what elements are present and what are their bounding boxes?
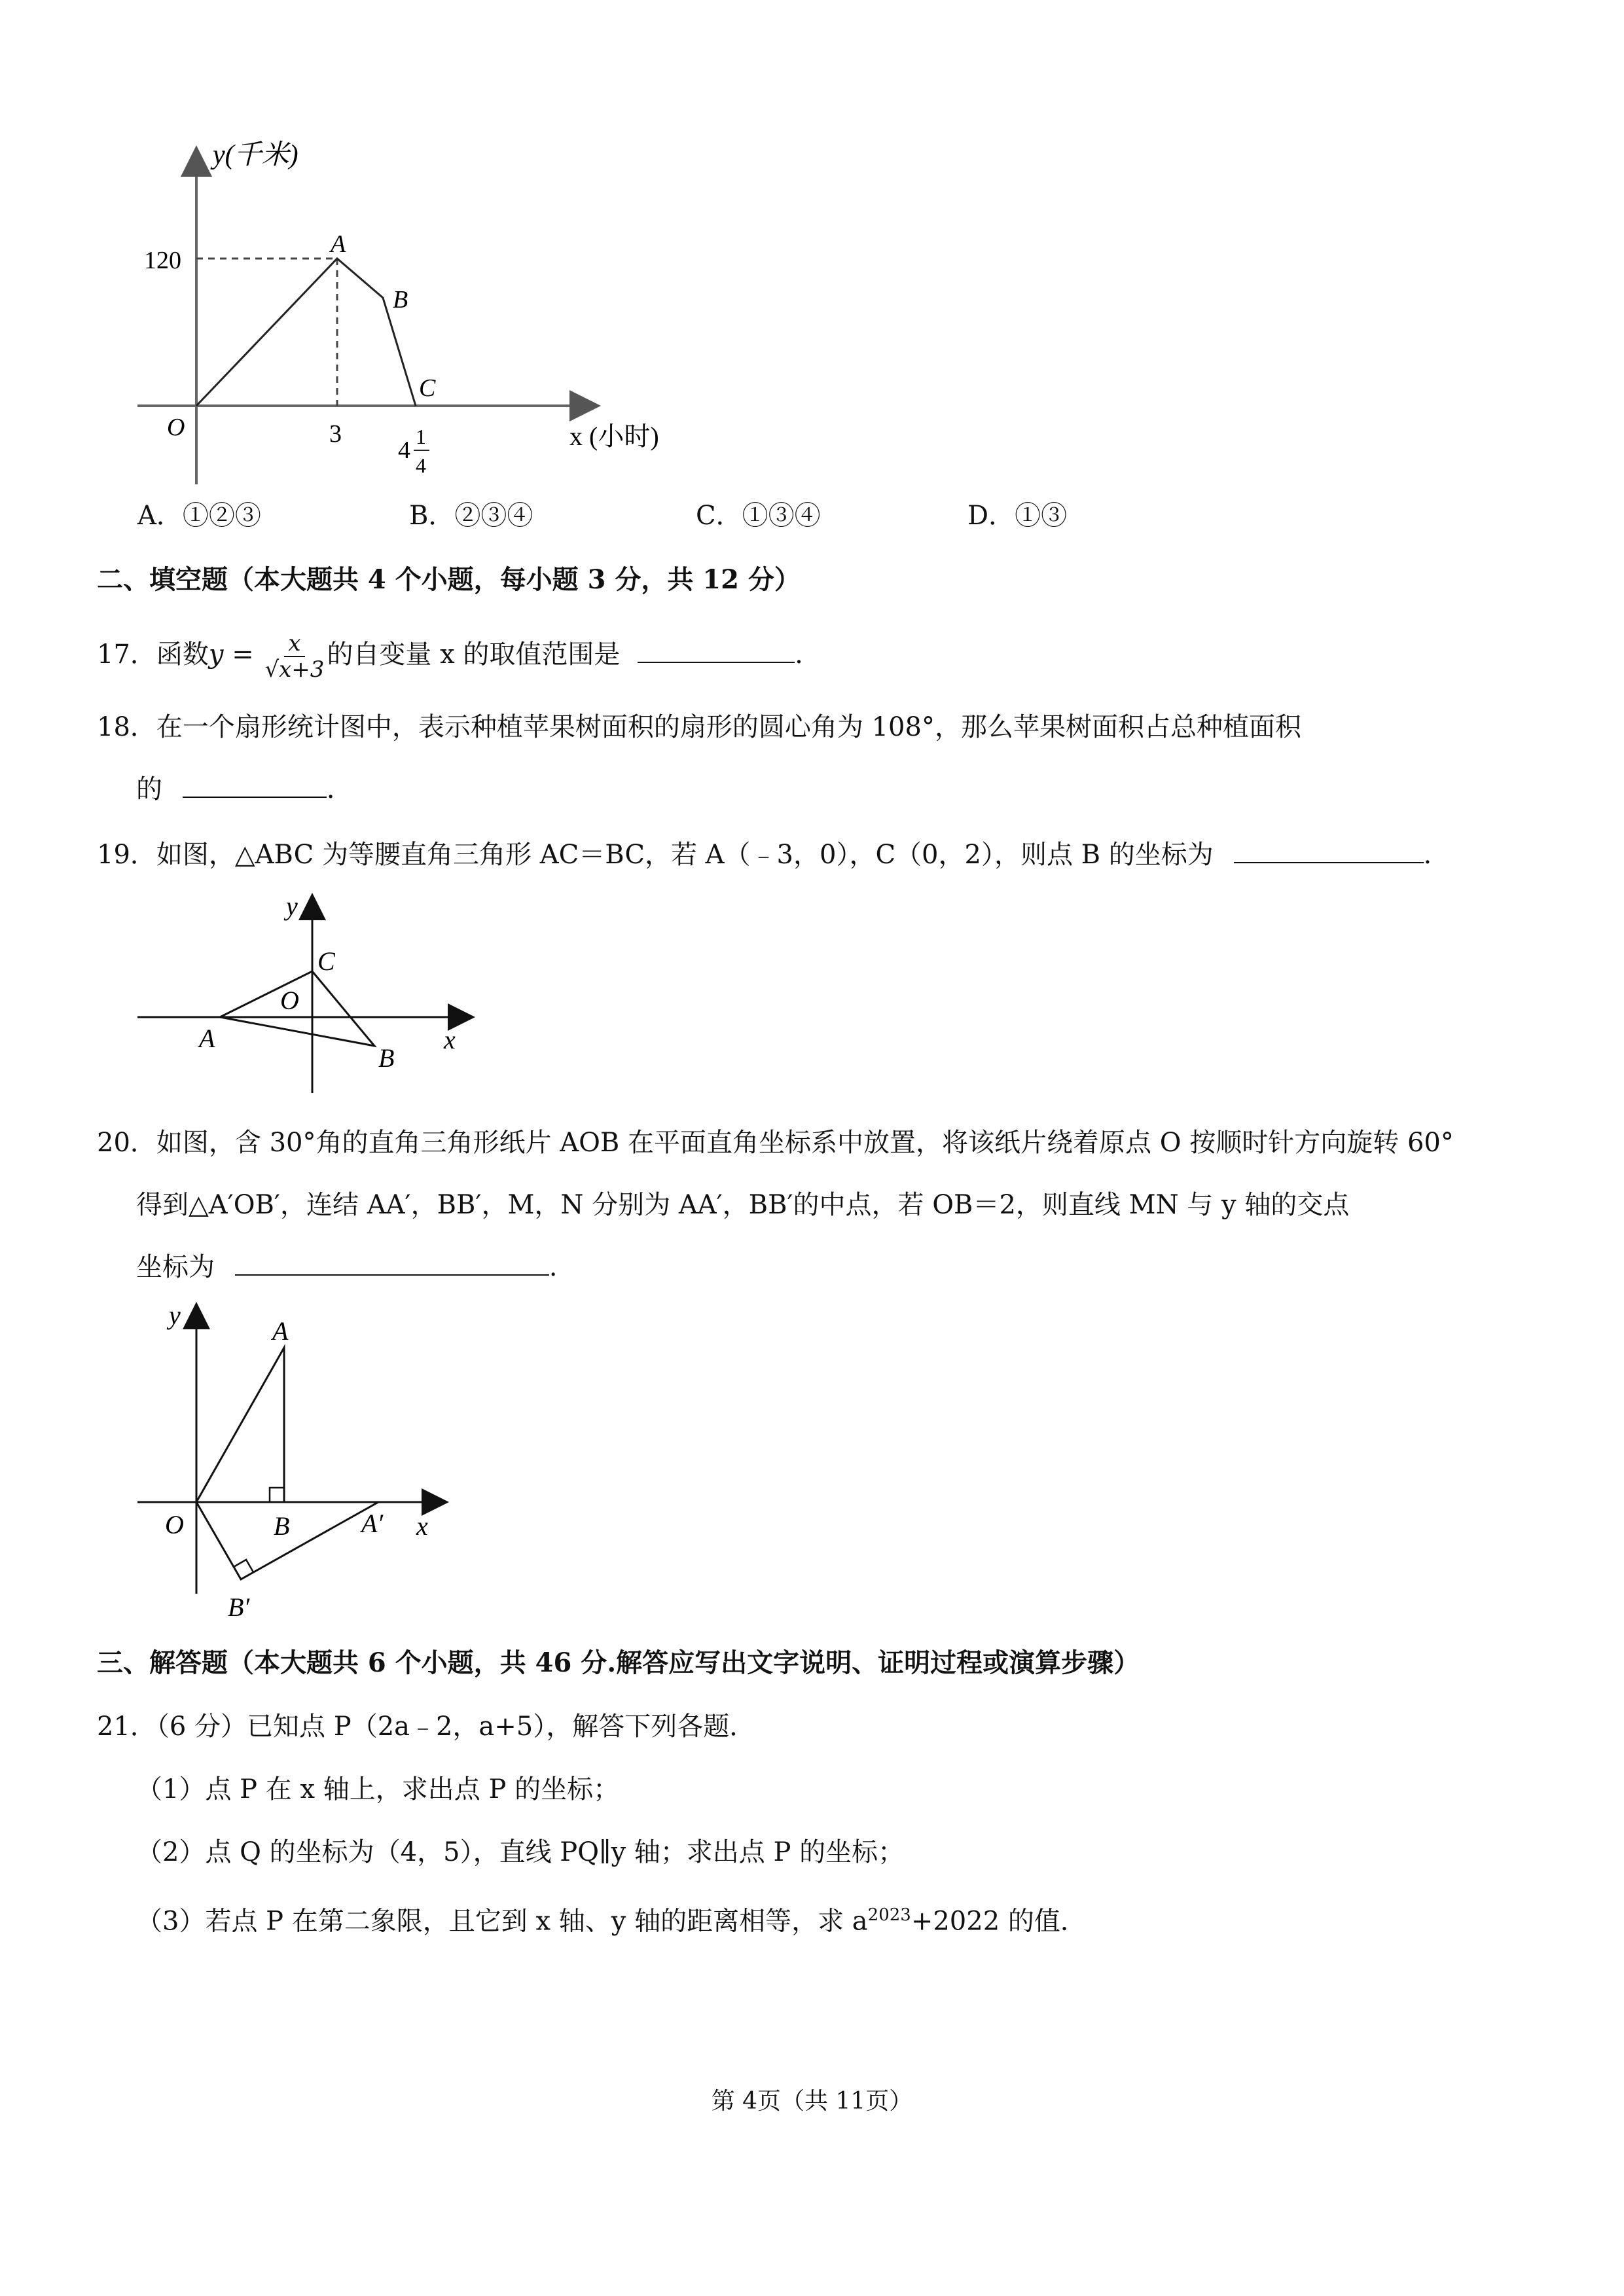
q20-label-x: x xyxy=(416,1511,428,1541)
q20-label-o: O xyxy=(165,1510,184,1539)
q20-triangle-aob xyxy=(196,1348,284,1502)
question-21-part1: （1）点 P 在 x 轴上，求出点 P 的坐标； xyxy=(136,1774,620,1804)
y-tick-120: 120 xyxy=(144,247,181,274)
q17-y: y xyxy=(208,639,224,670)
q17-end: . xyxy=(795,639,803,670)
q20-right-angle-b xyxy=(270,1488,284,1502)
x-tick-3: 3 xyxy=(329,420,342,448)
question-19 xyxy=(97,838,1432,872)
question-21-part2: （2）点 Q 的坐标为（4，5），直线 PQ∥y 轴；求出点 P 的坐标； xyxy=(136,1837,905,1867)
q20-end: . xyxy=(549,1252,558,1282)
q20-label-a-prime: A′ xyxy=(361,1509,384,1538)
point-label-a: A xyxy=(331,230,346,258)
q17-pre: 函数 xyxy=(156,639,209,670)
figure-q20-rotation xyxy=(124,1293,478,1633)
q19-label-a: A xyxy=(199,1024,215,1053)
q20-label-b: B xyxy=(274,1511,290,1541)
q21-p3-post: +2022 的值． xyxy=(911,1906,1087,1937)
q19-label-x: x xyxy=(444,1025,456,1054)
y-axis-label: y(千米) xyxy=(213,140,298,170)
option-b: B．②③④ xyxy=(409,501,533,531)
x-axis-label: x (小时) xyxy=(569,422,659,451)
x-tick-frac-den: 4 xyxy=(416,454,426,477)
q17-eq: = xyxy=(223,639,262,670)
q20-label-b-prime: B′ xyxy=(228,1592,250,1622)
question-20-line3 xyxy=(136,1250,557,1284)
page-footer: 第 4页（共 11页） xyxy=(711,2088,913,2115)
q21-p3-pre: （3）若点 P 在第二象限，且它到 x 轴、y 轴的距离相等，求 a xyxy=(136,1906,868,1937)
figure-q16-graph xyxy=(124,131,687,497)
question-20-line2: 得到△A′OB′，连结 AA′，BB′，M，N 分别为 AA′，BB′的中点，若 OB＝2，则直线 MN 与 y 轴的交点 xyxy=(136,1190,1350,1220)
q19-label-b: B xyxy=(378,1043,395,1073)
question-18-line1: 18．在一个扇形统计图中，表示种植苹果树面积的扇形的圆心角为 108°，那么苹果树面积占总种植面积 xyxy=(97,712,1301,742)
q18-answer-blank[interactable] xyxy=(183,774,327,798)
x-tick-4-whole: 4 xyxy=(398,437,410,464)
q19-end: . xyxy=(1423,840,1432,870)
q17-number: 17． xyxy=(97,639,156,670)
question-17 xyxy=(97,628,803,682)
question-18-line2 xyxy=(136,772,334,806)
q19-text: 19．如图，△ABC 为等腰直角三角形 AC＝BC，若 A（﹣3，0），C（0，2），则点 B 的坐标为 xyxy=(97,840,1214,870)
origin-label: O xyxy=(167,414,185,441)
q19-label-y: y xyxy=(286,891,298,921)
q17-fraction xyxy=(264,631,324,682)
question-21-part3 xyxy=(136,1898,1087,1938)
q17-post: 的自变量 x 的取值范围是 xyxy=(327,639,621,670)
point-label-b: B xyxy=(393,286,408,314)
x-tick-frac-num: 1 xyxy=(416,425,426,448)
q20-line3-pre: 坐标为 xyxy=(136,1252,215,1282)
q21-p3-exponent: 2023 xyxy=(867,1905,911,1925)
q18-end: . xyxy=(326,774,335,804)
q19-answer-blank[interactable] xyxy=(1234,840,1424,863)
q17-frac-num: x xyxy=(284,631,304,657)
section-title-fill-in: 二、填空题（本大题共 4 个小题，每小题 3 分，共 12 分） xyxy=(97,564,801,595)
q19-label-o: O xyxy=(280,986,299,1015)
q17-answer-blank[interactable] xyxy=(638,639,795,663)
option-c: C．①③④ xyxy=(696,501,821,531)
point-label-c: C xyxy=(419,374,436,402)
q18-line2-pre: 的 xyxy=(136,774,162,804)
q19-label-c: C xyxy=(317,946,335,976)
section-title-solve: 三、解答题（本大题共 6 个小题，共 46 分.解答应写出文字说明、证明过程或演算步骤） xyxy=(97,1647,1140,1678)
question-20-line1: 20．如图，含 30°角的直角三角形纸片 AOB 在平面直角坐标系中放置，将该纸片绕着原点 O 按顺时针方向旋转 60° xyxy=(97,1128,1454,1158)
q20-label-y: y xyxy=(169,1300,181,1330)
distance-graph-line xyxy=(196,259,416,406)
option-a: A．①②③ xyxy=(137,501,261,531)
question-21-stem: 21．（6 分）已知点 P（2a﹣2，a+5），解答下列各题． xyxy=(97,1712,756,1742)
q20-label-a: A xyxy=(272,1316,289,1346)
q20-answer-blank[interactable] xyxy=(235,1252,549,1276)
q17-frac-den: √x+3 xyxy=(264,656,325,683)
option-d: D．①③ xyxy=(967,501,1068,531)
figure-q19-triangle xyxy=(131,890,497,1100)
